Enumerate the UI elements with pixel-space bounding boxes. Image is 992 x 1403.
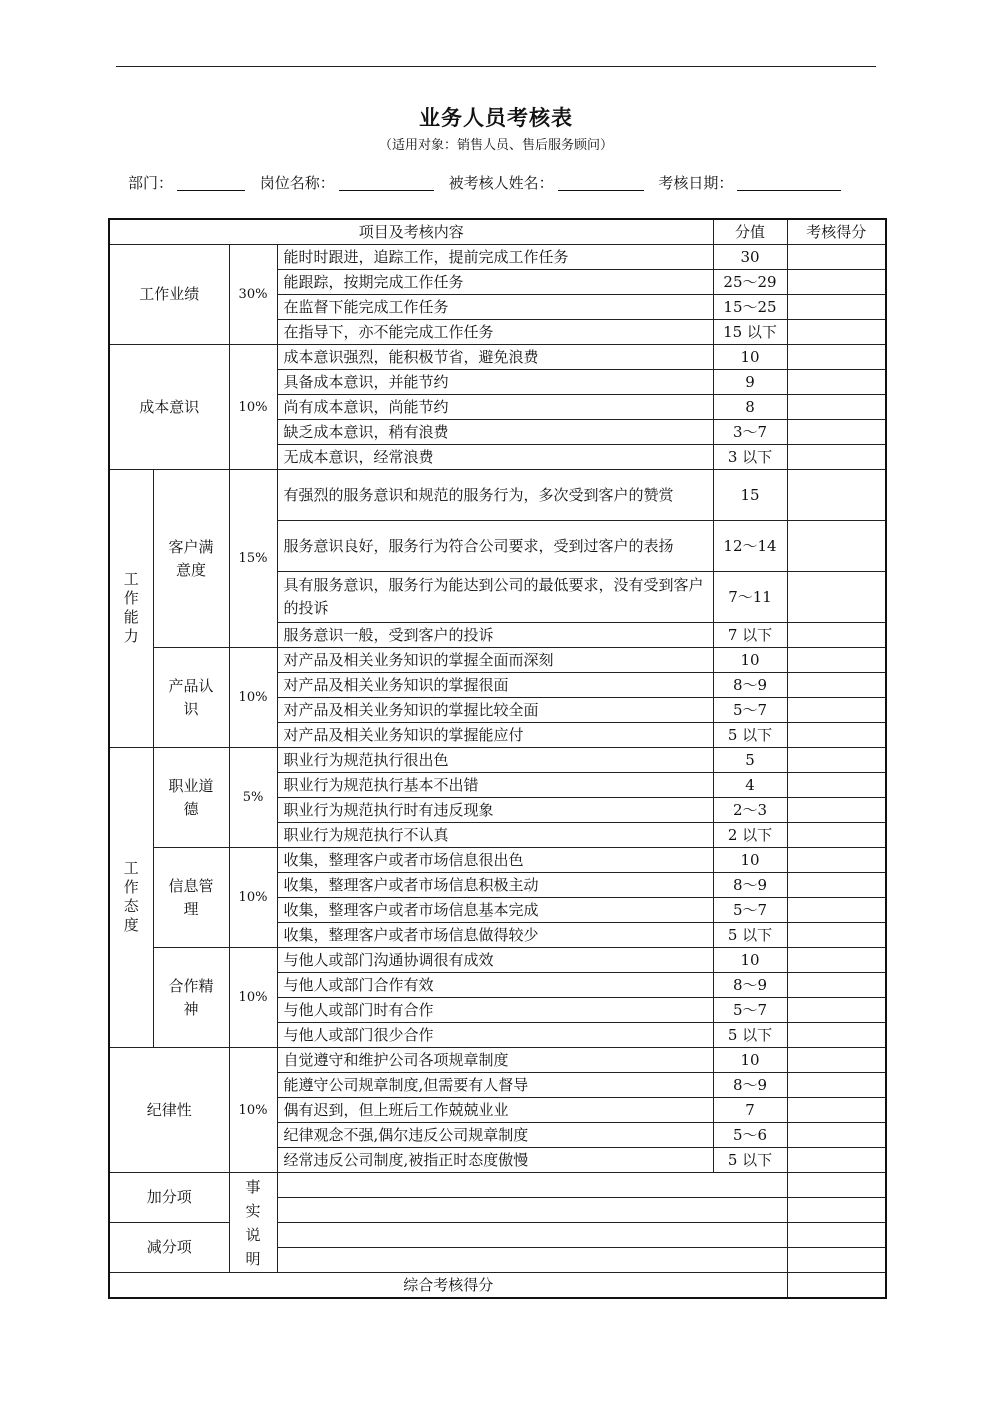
score-input-cell[interactable] [787, 673, 886, 698]
facts-description-cell[interactable] [277, 1248, 787, 1273]
score-input-cell[interactable] [787, 848, 886, 873]
score-input-cell[interactable] [787, 823, 886, 848]
criterion-text: 收集，整理客户或者市场信息基本完成 [277, 898, 713, 923]
criterion-text: 缺乏成本意识，稍有浪费 [277, 420, 713, 445]
criterion-text: 自觉遵守和维护公司各项规章制度 [277, 1048, 713, 1073]
table-header-row [109, 219, 886, 245]
criterion-text: 对产品及相关业务知识的掌握全面而深刻 [277, 648, 713, 673]
criterion-score: 5～7 [713, 998, 787, 1023]
page-title: 业务人员考核表 [419, 105, 573, 130]
criterion-text: 对产品及相关业务知识的掌握很面 [277, 673, 713, 698]
score-input-cell[interactable] [787, 470, 886, 521]
weight-ethics: 5% [229, 748, 277, 848]
weight-discipline: 10% [229, 1048, 277, 1173]
employee-name-label: 被考核人姓名： [448, 174, 554, 192]
adjustment-score-cell[interactable] [787, 1173, 886, 1198]
score-input-cell[interactable] [787, 1098, 886, 1123]
criterion-text: 服务意识一般，受到客户的投诉 [277, 623, 713, 648]
facts-description-cell[interactable] [277, 1198, 787, 1223]
score-input-cell[interactable] [787, 1048, 886, 1073]
criterion-score: 8 [713, 395, 787, 420]
category-teamwork [153, 948, 229, 1048]
total-row [109, 1273, 886, 1299]
adjustment-score-cell[interactable] [787, 1223, 886, 1248]
criterion-score: 8～9 [713, 973, 787, 998]
score-input-cell[interactable] [787, 295, 886, 320]
weight-info: 10% [229, 848, 277, 948]
score-input-cell[interactable] [787, 648, 886, 673]
criterion-text: 服务意识良好，服务行为符合公司要求，受到过客户的表扬 [277, 521, 713, 572]
category-satisfaction [153, 470, 229, 648]
score-input-cell[interactable] [787, 320, 886, 345]
criterion-text: 能遵守公司规章制度,但需要有人督导 [277, 1073, 713, 1098]
criterion-score: 9 [713, 370, 787, 395]
weight-satisfaction: 15% [229, 470, 277, 648]
position-field[interactable] [339, 174, 434, 191]
score-input-cell[interactable] [787, 420, 886, 445]
score-input-cell[interactable] [787, 445, 886, 470]
category-cost: 成本意识 [109, 345, 229, 470]
category-ethics [153, 748, 229, 848]
score-input-cell[interactable] [787, 873, 886, 898]
score-input-cell[interactable] [787, 572, 886, 623]
weight-cost: 10% [229, 345, 277, 470]
table-row [109, 1048, 886, 1073]
criterion-text: 能时时跟进，追踪工作，提前完成工作任务 [277, 245, 713, 270]
criterion-text: 收集，整理客户或者市场信息做得较少 [277, 923, 713, 948]
deduction-label: 减分项 [109, 1223, 229, 1273]
score-input-cell[interactable] [787, 998, 886, 1023]
table-row [109, 470, 886, 521]
total-score-cell[interactable] [787, 1273, 886, 1299]
section-attitude-label: 工作态度 [123, 858, 139, 934]
criterion-text: 尚有成本意识，尚能节约 [277, 395, 713, 420]
score-input-cell[interactable] [787, 898, 886, 923]
bonus-label: 加分项 [109, 1173, 229, 1223]
score-input-cell[interactable] [787, 345, 886, 370]
table-row [109, 245, 886, 270]
category-product-label: 产品认识 [168, 676, 214, 718]
criterion-score: 30 [713, 245, 787, 270]
score-input-cell[interactable] [787, 973, 886, 998]
section-ability [109, 470, 153, 748]
score-input-cell[interactable] [787, 521, 886, 572]
criterion-text: 具备成本意识，并能节约 [277, 370, 713, 395]
score-input-cell[interactable] [787, 270, 886, 295]
criterion-text: 收集，整理客户或者市场信息积极主动 [277, 873, 713, 898]
criterion-score: 5 以下 [713, 923, 787, 948]
department-field[interactable] [177, 174, 245, 191]
criterion-score: 3 以下 [713, 445, 787, 470]
facts-description-cell[interactable] [277, 1173, 787, 1198]
criterion-score: 7～11 [713, 572, 787, 623]
criterion-text: 无成本意识，经常浪费 [277, 445, 713, 470]
criterion-score: 5 以下 [713, 1023, 787, 1048]
criterion-score: 8～9 [713, 873, 787, 898]
header-fields [128, 172, 888, 193]
criterion-score: 7 [713, 1098, 787, 1123]
department-label: 部门： [128, 174, 174, 192]
header-score: 分值 [713, 219, 787, 245]
criterion-text: 与他人或部门合作有效 [277, 973, 713, 998]
criterion-score: 5～7 [713, 698, 787, 723]
adjustment-score-cell[interactable] [787, 1248, 886, 1273]
criterion-text: 对产品及相关业务知识的掌握比较全面 [277, 698, 713, 723]
criterion-text: 偶有迟到，但上班后工作兢兢业业 [277, 1098, 713, 1123]
top-rule [116, 66, 876, 67]
score-input-cell[interactable] [787, 698, 886, 723]
criterion-score: 3～7 [713, 420, 787, 445]
category-product [153, 648, 229, 748]
criterion-text: 在指导下，亦不能完成工作任务 [277, 320, 713, 345]
category-performance: 工作业绩 [109, 245, 229, 345]
criterion-score: 4 [713, 773, 787, 798]
score-input-cell[interactable] [787, 370, 886, 395]
score-input-cell[interactable] [787, 773, 886, 798]
category-info-label: 信息管理 [168, 876, 214, 918]
criterion-text: 收集，整理客户或者市场信息很出色 [277, 848, 713, 873]
criterion-score: 7 以下 [713, 623, 787, 648]
criterion-text: 成本意识强烈，能积极节省，避免浪费 [277, 345, 713, 370]
criterion-score: 25～29 [713, 270, 787, 295]
criterion-score: 8～9 [713, 673, 787, 698]
header-result: 考核得分 [787, 219, 886, 245]
table-row [109, 648, 886, 673]
criterion-text: 职业行为规范执行很出色 [277, 748, 713, 773]
score-input-cell[interactable] [787, 923, 886, 948]
criterion-score: 5～7 [713, 898, 787, 923]
criterion-text: 职业行为规范执行基本不出错 [277, 773, 713, 798]
category-satisfaction-label: 客户满意度 [168, 537, 214, 579]
criterion-score: 15～25 [713, 295, 787, 320]
criterion-text: 职业行为规范执行不认真 [277, 823, 713, 848]
table-row [109, 948, 886, 973]
criterion-score: 5～6 [713, 1123, 787, 1148]
criterion-score: 10 [713, 345, 787, 370]
score-input-cell[interactable] [787, 245, 886, 270]
criterion-score: 5 [713, 748, 787, 773]
score-input-cell[interactable] [787, 1073, 886, 1098]
criterion-score: 2 以下 [713, 823, 787, 848]
criterion-score: 5 以下 [713, 723, 787, 748]
header-item: 项目及考核内容 [109, 219, 713, 245]
score-input-cell[interactable] [787, 1123, 886, 1148]
table-row [109, 848, 886, 873]
page-subtitle: （适用对象：销售人员、售后服务顾问） [378, 138, 613, 153]
total-label: 综合考核得分 [109, 1273, 787, 1299]
criterion-score: 10 [713, 1048, 787, 1073]
facts-description-cell[interactable] [277, 1223, 787, 1248]
weight-performance: 30% [229, 245, 277, 345]
score-input-cell[interactable] [787, 748, 886, 773]
criterion-text: 纪律观念不强,偶尔违反公司规章制度 [277, 1123, 713, 1148]
section-attitude [109, 748, 153, 1048]
table-row [109, 748, 886, 773]
criterion-text: 职业行为规范执行时有违反现象 [277, 798, 713, 823]
weight-product: 10% [229, 648, 277, 748]
position-label: 岗位名称： [259, 174, 335, 192]
criterion-text: 有强烈的服务意识和规范的服务行为，多次受到客户的赞赏 [277, 470, 713, 521]
category-info [153, 848, 229, 948]
facts-label: 事实说明 [245, 1177, 261, 1268]
criterion-text: 与他人或部门很少合作 [277, 1023, 713, 1048]
criterion-score: 10 [713, 948, 787, 973]
criterion-score: 2～3 [713, 798, 787, 823]
score-input-cell[interactable] [787, 395, 886, 420]
criterion-text: 能跟踪，按期完成工作任务 [277, 270, 713, 295]
criterion-text: 与他人或部门时有合作 [277, 998, 713, 1023]
criterion-text: 在监督下能完成工作任务 [277, 295, 713, 320]
criterion-score: 10 [713, 848, 787, 873]
criterion-text: 具有服务意识，服务行为能达到公司的最低要求，没有受到客户的投诉 [277, 572, 713, 623]
criterion-score: 12～14 [713, 521, 787, 572]
review-date-field[interactable] [737, 174, 841, 191]
category-discipline: 纪律性 [109, 1048, 229, 1173]
category-ethics-label: 职业道德 [168, 776, 214, 818]
category-teamwork-label: 合作精神 [168, 976, 214, 1018]
criterion-text: 经常违反公司制度,被指正时态度傲慢 [277, 1148, 713, 1173]
assessment-table [108, 218, 887, 1299]
criterion-score: 15 以下 [713, 320, 787, 345]
score-input-cell[interactable] [787, 798, 886, 823]
criterion-score: 10 [713, 648, 787, 673]
table-row [109, 345, 886, 370]
score-input-cell[interactable] [787, 1148, 886, 1173]
facts-label-cell [229, 1173, 277, 1273]
review-date-label: 考核日期： [658, 174, 734, 192]
adjustment-score-cell[interactable] [787, 1198, 886, 1223]
score-input-cell[interactable] [787, 623, 886, 648]
employee-name-field[interactable] [558, 174, 644, 191]
criterion-score: 5 以下 [713, 1148, 787, 1173]
criterion-score: 8～9 [713, 1073, 787, 1098]
criterion-score: 15 [713, 470, 787, 521]
section-ability-label: 工作能力 [123, 569, 139, 645]
weight-teamwork: 10% [229, 948, 277, 1048]
score-input-cell[interactable] [787, 948, 886, 973]
score-input-cell[interactable] [787, 1023, 886, 1048]
adjustment-row [109, 1223, 886, 1248]
criterion-text: 与他人或部门沟通协调很有成效 [277, 948, 713, 973]
adjustment-row [109, 1173, 886, 1198]
criterion-text: 对产品及相关业务知识的掌握能应付 [277, 723, 713, 748]
score-input-cell[interactable] [787, 723, 886, 748]
